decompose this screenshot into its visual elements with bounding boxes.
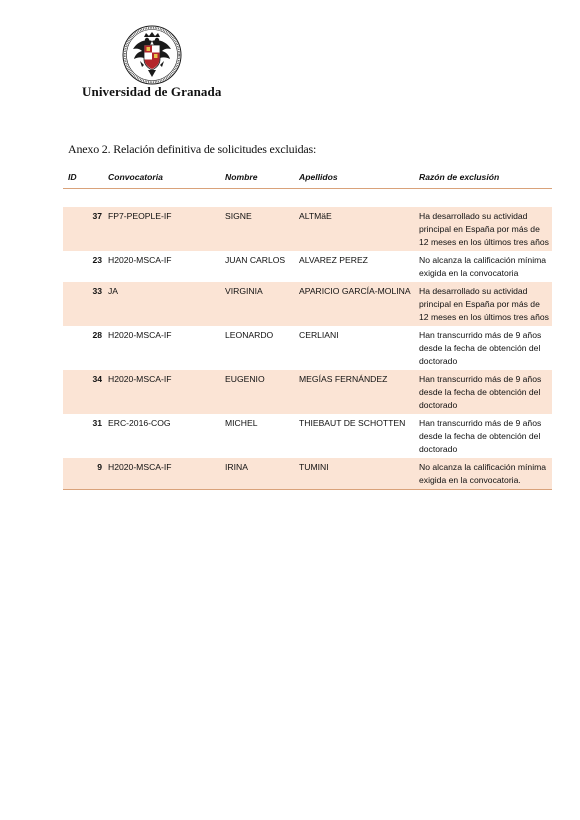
cell-apellidos: CERLIANI (299, 330, 339, 340)
cell-apellidos: THIEBAUT DE SCHOTTEN (299, 418, 406, 428)
cell-razon: No alcanza la calificación mínima exigida en la convocatoria (419, 255, 547, 278)
annex-title: Anexo 2. Relación definitiva de solicitudes excluidas: (68, 142, 317, 156)
cell-nombre: SIGNE (222, 207, 296, 251)
cell-convocatoria: H2020-MSCA-IF (108, 330, 172, 340)
column-header-razon: Razón de exclusión (419, 172, 500, 182)
column-header-nombre: Nombre (225, 172, 258, 182)
table-row (63, 207, 552, 251)
cell-convocatoria: JA (105, 282, 222, 326)
table-row (63, 326, 552, 370)
cell-apellidos: MEGÍAS FERNÁNDEZ (296, 370, 416, 414)
cell-razon: Han transcurrido más de 9 años desde la fecha de obtención del doctorado (419, 330, 542, 366)
university-name: Universidad de Granada (82, 84, 222, 99)
cell-nombre: LEONARDO (225, 330, 274, 340)
cell-razon: Han transcurrido más de 9 años desde la fecha de obtención del doctorado (416, 370, 552, 414)
cell-nombre: JUAN CARLOS (225, 255, 286, 265)
cell-id: 34 (63, 370, 105, 414)
cell-razon: Han transcurrido más de 9 años desde la fecha de obtención del doctorado (419, 418, 542, 454)
column-header-apellidos: Apellidos (299, 172, 338, 182)
cell-razon: No alcanza la calificación mínima exigida en la convocatoria. (416, 458, 552, 490)
cell-convocatoria: H2020-MSCA-IF (105, 370, 222, 414)
cell-convocatoria: ERC-2016-COG (108, 418, 171, 428)
cell-apellidos: ALVAREZ PEREZ (299, 255, 368, 265)
column-header-id: ID (68, 172, 77, 182)
cell-id: 9 (63, 458, 105, 490)
table-header-row (63, 167, 552, 189)
cell-apellidos: TUMINI (296, 458, 416, 490)
cell-razon: Ha desarrollado su actividad principal en España por más de 12 meses en los últimos tres años (416, 282, 552, 326)
cell-convocatoria: H2020-MSCA-IF (108, 255, 172, 265)
cell-id: 23 (92, 255, 102, 265)
cell-id: 31 (92, 418, 102, 428)
cell-id: 33 (63, 282, 105, 326)
table-row (63, 282, 552, 326)
cell-apellidos: ALTMäE (296, 207, 416, 251)
cell-razon: Ha desarrollado su actividad principal en España por más de 12 meses en los últimos tres años (416, 207, 552, 251)
cell-id: 37 (63, 207, 105, 251)
cell-nombre: IRINA (222, 458, 296, 490)
column-header-convocatoria: Convocatoria (108, 172, 163, 182)
cell-convocatoria: H2020-MSCA-IF (105, 458, 222, 490)
table-row (63, 414, 552, 458)
cell-nombre: MICHEL (225, 418, 258, 428)
excluded-applications-table (63, 167, 552, 490)
university-seal-logo (122, 25, 182, 85)
cell-apellidos: APARICIO GARCÍA-MOLINA (296, 282, 416, 326)
cell-convocatoria: FP7-PEOPLE-IF (105, 207, 222, 251)
cell-id: 28 (92, 330, 102, 340)
cell-nombre: VIRGINIA (222, 282, 296, 326)
table-spacer-row (63, 189, 552, 208)
table-row (63, 251, 552, 282)
table-row (63, 458, 552, 490)
table-row (63, 370, 552, 414)
cell-nombre: EUGENIO (222, 370, 296, 414)
